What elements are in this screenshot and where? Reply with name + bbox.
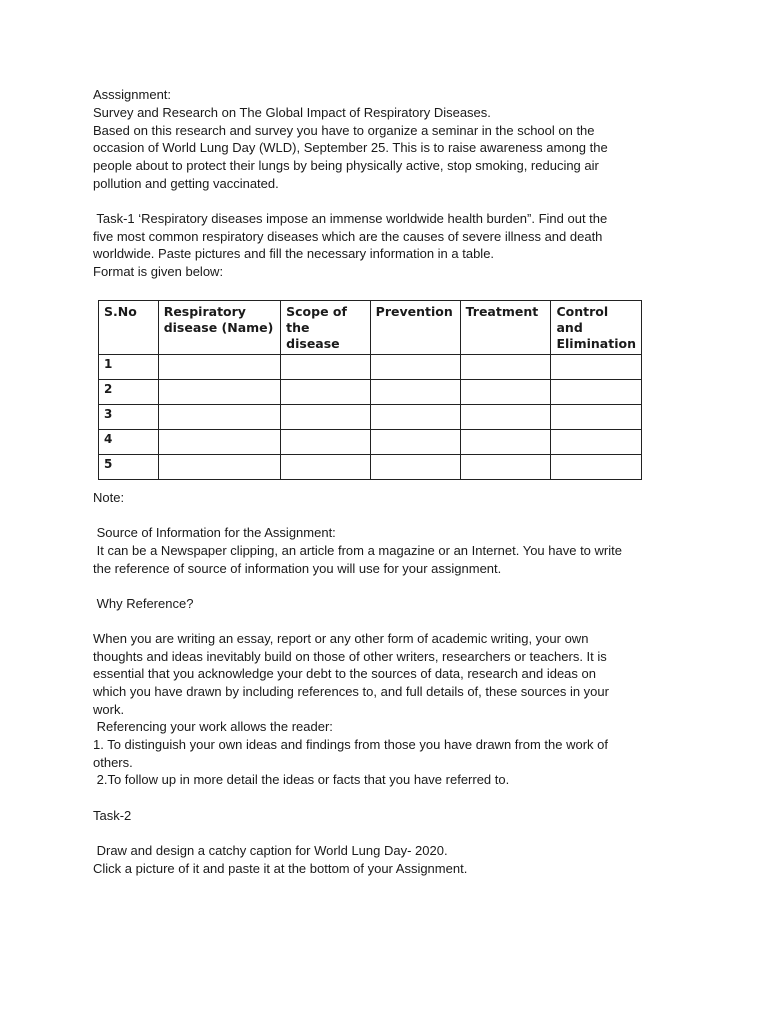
task2-line: Draw and design a catchy caption for World Lung Day- 2020. — [93, 843, 448, 858]
empty-cell — [460, 430, 551, 455]
column-header: Control and Elimination — [551, 301, 642, 355]
empty-cell — [158, 355, 280, 380]
note-label: Note: — [93, 490, 125, 505]
column-header: S.No — [99, 301, 159, 355]
empty-cell — [370, 430, 460, 455]
source-line: the reference of source of information you will use for your assignment. — [93, 561, 502, 576]
why-reference-line: thoughts and ideas inevitably build on those of other writers, researchers or teachers. It is — [93, 649, 607, 664]
source-line: Source of Information for the Assignment: — [93, 525, 336, 540]
empty-cell — [370, 355, 460, 380]
task1-line: five most common respiratory diseases which are the causes of severe illness and death — [93, 229, 603, 244]
empty-cell — [158, 405, 280, 430]
empty-cell — [370, 405, 460, 430]
column-header: Treatment — [460, 301, 551, 355]
why-reference-line: essential that you acknowledge your debt to the sources of data, research and ideas on — [93, 666, 596, 681]
why-reference-line: When you are writing an essay, report or any other form of academic writing, your own — [93, 631, 589, 646]
empty-cell — [551, 355, 642, 380]
empty-cell — [551, 455, 642, 480]
row-number-cell: 2 — [99, 380, 159, 405]
column-header: Scope of the disease — [281, 301, 371, 355]
task1-line: Task-1 ‘Respiratory diseases impose an immense worldwide health burden”. Find out the — [93, 211, 608, 226]
intro-line: pollution and getting vaccinated. — [93, 176, 279, 191]
row-number-cell: 3 — [99, 405, 159, 430]
empty-cell — [281, 405, 371, 430]
row-number-cell: 5 — [99, 455, 159, 480]
table-row — [99, 405, 642, 430]
empty-cell — [460, 355, 551, 380]
table-header-row — [99, 301, 642, 355]
table-row — [99, 430, 642, 455]
why-reference-line: 1. To distinguish your own ideas and findings from those you have drawn from the work of — [93, 737, 608, 752]
intro-line: Based on this research and survey you have to organize a seminar in the school on the — [93, 123, 595, 138]
empty-cell — [460, 405, 551, 430]
table-row — [99, 380, 642, 405]
table-row — [99, 455, 642, 480]
empty-cell — [370, 455, 460, 480]
row-number-cell: 4 — [99, 430, 159, 455]
row-number-cell: 1 — [99, 355, 159, 380]
empty-cell — [158, 455, 280, 480]
column-header: Respiratory disease (Name) — [158, 301, 280, 355]
empty-cell — [281, 430, 371, 455]
why-reference-line: 2.To follow up in more detail the ideas or facts that you have referred to. — [93, 772, 510, 787]
why-reference-line: others. — [93, 755, 133, 770]
column-header: Prevention — [370, 301, 460, 355]
task1-line: Format is given below: — [93, 264, 224, 279]
task2-heading: Task-2 — [93, 808, 132, 823]
empty-cell — [158, 380, 280, 405]
task1-line: worldwide. Paste pictures and fill the necessary information in a table. — [93, 246, 495, 261]
format-table — [98, 300, 642, 480]
why-reference-line: which you have drawn by including references to, and full details of, these sources in your — [93, 684, 609, 699]
empty-cell — [281, 455, 371, 480]
empty-cell — [551, 405, 642, 430]
table-row — [99, 355, 642, 380]
empty-cell — [281, 380, 371, 405]
intro-line: occasion of World Lung Day (WLD), September 25. This is to raise awareness among the — [93, 140, 608, 155]
empty-cell — [281, 355, 371, 380]
empty-cell — [158, 430, 280, 455]
empty-cell — [460, 380, 551, 405]
why-reference-line: work. — [93, 702, 125, 717]
task2-line: Click a picture of it and paste it at the bottom of your Assignment. — [93, 861, 468, 876]
source-line: It can be a Newspaper clipping, an article from a magazine or an Internet. You have to write — [93, 543, 622, 558]
empty-cell — [551, 430, 642, 455]
why-reference-line: Referencing your work allows the reader: — [93, 719, 333, 734]
empty-cell — [460, 455, 551, 480]
intro-line: Survey and Research on The Global Impact of Respiratory Diseases. — [93, 105, 491, 120]
empty-cell — [551, 380, 642, 405]
intro-line: people about to protect their lungs by being physically active, stop smoking, reducing air — [93, 158, 599, 173]
empty-cell — [370, 380, 460, 405]
why-reference-heading: Why Reference? — [93, 596, 194, 611]
assignment-heading: Asssignment: — [93, 87, 172, 102]
